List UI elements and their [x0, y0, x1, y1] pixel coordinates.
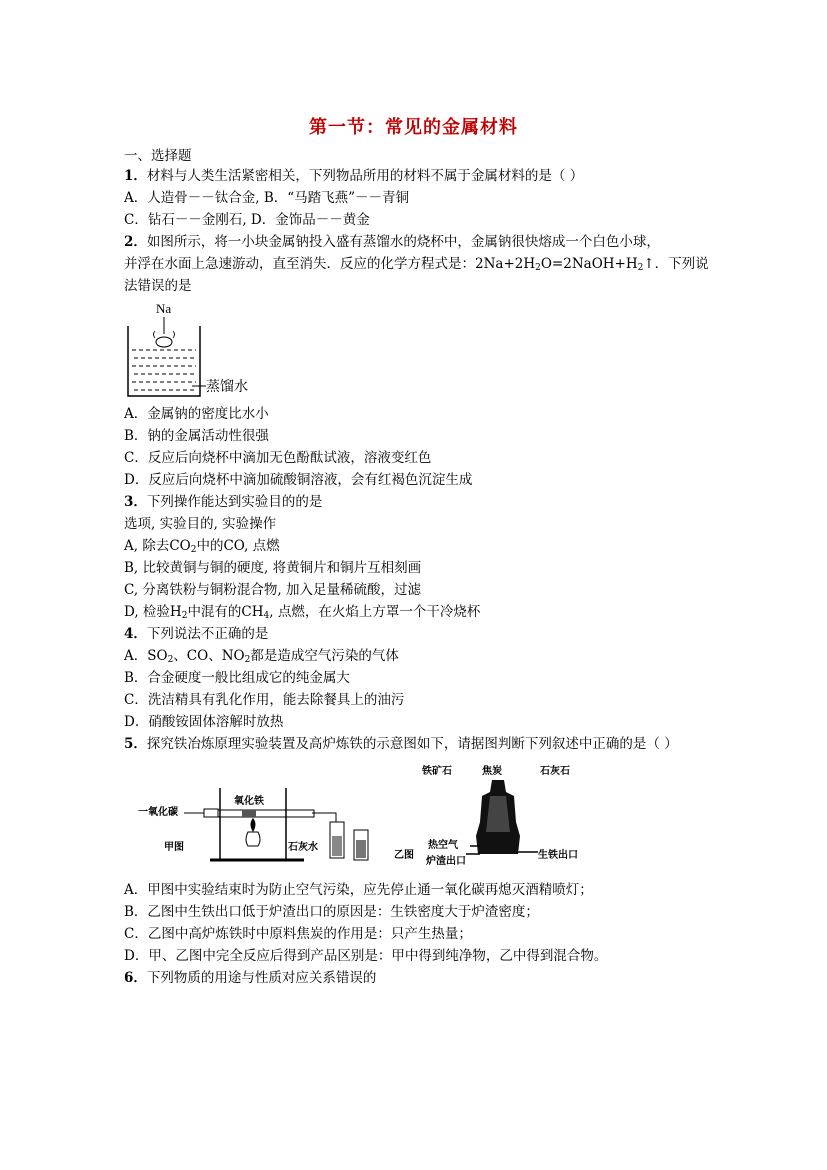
- equation-part: O=2NaOH+H: [540, 256, 638, 272]
- option-text: 都是造成空气污染的气体: [250, 648, 399, 664]
- question-4-option-b: B．合金硬度一般比组成它的纯金属大: [124, 670, 350, 686]
- option-text: D, 检验H: [124, 604, 182, 620]
- sodium-ball-icon: [156, 337, 172, 347]
- section-heading: 一、选择题: [124, 148, 192, 164]
- question-2-option-a: A．金属钠的密度比水小: [124, 406, 269, 422]
- subscript: 2: [190, 545, 197, 555]
- limewater-label: 石灰水: [288, 842, 318, 853]
- furnace-interior: [486, 796, 510, 832]
- iron-smelting-apparatus-figure: [136, 782, 376, 868]
- question-2-stem-line1: [124, 232, 660, 252]
- question-4-stem: [124, 624, 268, 644]
- reaction-tube: [218, 810, 314, 817]
- option-text: 中的CO, 点燃: [196, 538, 280, 554]
- question-5-option-c: C．乙图中高炉炼铁时中原料焦炭的作用是：只产生热量；: [124, 926, 472, 942]
- question-5-option-b: B．乙图中生铁出口低于炉渣出口的原因是：生铁密度大于炉渣密度；: [124, 904, 539, 920]
- question-4-option-a: [124, 646, 399, 670]
- question-number: 1．: [124, 168, 147, 184]
- question-3-option-a: [124, 536, 280, 560]
- subscript: 2: [637, 263, 644, 273]
- question-number: 4．: [124, 626, 147, 642]
- question-3-header: 选项, 实验目的, 实验操作: [124, 516, 277, 532]
- question-text: 探究铁冶炼原理实验装置及高炉炼铁的示意图如下，请据图判断下列叙述中正确的是（ ）: [146, 736, 678, 752]
- question-2-option-c: C．反应后向烧杯中滴加无色酚酞试液，溶液变红色: [124, 450, 432, 466]
- question-number: 6．: [124, 970, 147, 986]
- question-text: 下列操作能达到实验目的的是: [146, 494, 323, 510]
- question-2-stem-line2: [124, 254, 709, 278]
- option-text: 、CO、NO: [173, 648, 245, 664]
- question-number: 5．: [124, 736, 147, 752]
- option-text: 中混有的CH: [187, 604, 264, 620]
- limewater-liquid: [356, 840, 366, 858]
- question-2-option-d: D．反应后向烧杯中滴加硫酸铜溶液，会有红褐色沉淀生成: [124, 472, 473, 488]
- page-title: 第一节：常见的金属材料: [309, 117, 518, 138]
- question-text: 下列物质的用途与性质对应关系错误的: [146, 970, 377, 986]
- question-2-stem-line3: 法错误的是: [124, 278, 192, 294]
- flame-icon: [251, 818, 256, 832]
- distilled-water-label: 蒸馏水: [206, 379, 248, 395]
- alcohol-lamp-icon: [246, 832, 260, 846]
- equation-part: ↑．下列说: [643, 256, 709, 272]
- subscript: 2: [167, 655, 174, 665]
- slag-outlet-label: 炉渣出口: [426, 856, 466, 867]
- blast-furnace-figure: [386, 762, 606, 868]
- limewater-liquid: [332, 836, 342, 856]
- question-6-stem: [124, 968, 376, 988]
- figure-yi-label: 乙图: [394, 850, 414, 861]
- question-1-stem: [124, 166, 583, 186]
- question-text: 下列说法不正确的是: [146, 626, 269, 642]
- question-1-options-cd: C．钻石－－金刚石, D．金饰品－－黄金: [124, 212, 370, 228]
- iron-oxide-label: 氧化铁: [234, 796, 264, 807]
- iron-ore-label: 铁矿石: [422, 766, 452, 777]
- carbon-monoxide-label: 一氧化碳: [138, 807, 178, 818]
- question-number: 3．: [124, 494, 147, 510]
- question-1-options-ab: A．人造骨－－钛合金, B．“马踏飞燕”－－青铜: [124, 190, 410, 206]
- hot-air-label: 热空气: [428, 840, 458, 851]
- question-4-option-d: D．硝酸铵固体溶解时放热: [124, 714, 284, 730]
- question-5-stem: [124, 734, 678, 754]
- limestone-label: 石灰石: [540, 766, 570, 777]
- question-5-option-d: D．甲、乙图中完全反应后得到产品区别是：甲中得到纯净物，乙中得到混合物。: [124, 948, 608, 964]
- equation-part: 并浮在水面上急速游动，直至消失．反应的化学方程式是：2Na+2H: [124, 256, 536, 272]
- option-text: , 点燃，在火焰上方罩一个干冷烧杯: [269, 604, 481, 620]
- question-number: 2．: [124, 234, 147, 250]
- stopper: [204, 809, 218, 817]
- sodium-label: Na: [156, 301, 172, 316]
- question-3-option-b: B, 比较黄铜与铜的硬度, 将黄铜片和铜片互相刻画: [124, 560, 422, 576]
- question-5-option-a: A．甲图中实验结束时为防止空气污染，应先停止通一氧化碳再熄灭酒精喷灯；: [124, 882, 593, 898]
- question-4-option-c: C．洗洁精具有乳化作用，能去除餐具上的油污: [124, 692, 405, 708]
- question-text: 如图所示，将一小块金属钠投入盛有蒸馏水的烧杯中，金属钠很快熔成一个白色小球，: [146, 234, 660, 250]
- question-text: 材料与人类生活紧密相关，下列物品所用的材料不属于金属材料的是（ ）: [146, 168, 584, 184]
- coke-label: 焦炭: [482, 766, 502, 777]
- question-3-option-d: [124, 602, 480, 626]
- iron-oxide-powder: [242, 810, 256, 817]
- option-text: A, 除去CO: [124, 538, 191, 554]
- subscript: 2: [535, 263, 541, 273]
- question-3-option-c: C, 分离铁粉与铜粉混合物, 加入足量稀硫酸，过滤: [124, 582, 422, 598]
- subscript: 2: [181, 611, 188, 621]
- water-hatching: [132, 350, 196, 390]
- question-2-option-b: B．钠的金属活动性很强: [124, 428, 269, 444]
- option-text: A．SO: [124, 648, 168, 664]
- question-3-stem: [124, 492, 322, 512]
- figure-jia-label: 甲图: [164, 842, 184, 853]
- subscript: 4: [263, 611, 270, 621]
- pig-iron-outlet-label: 生铁出口: [538, 850, 578, 861]
- subscript: 2: [244, 655, 251, 665]
- sodium-beaker-figure: [122, 298, 272, 402]
